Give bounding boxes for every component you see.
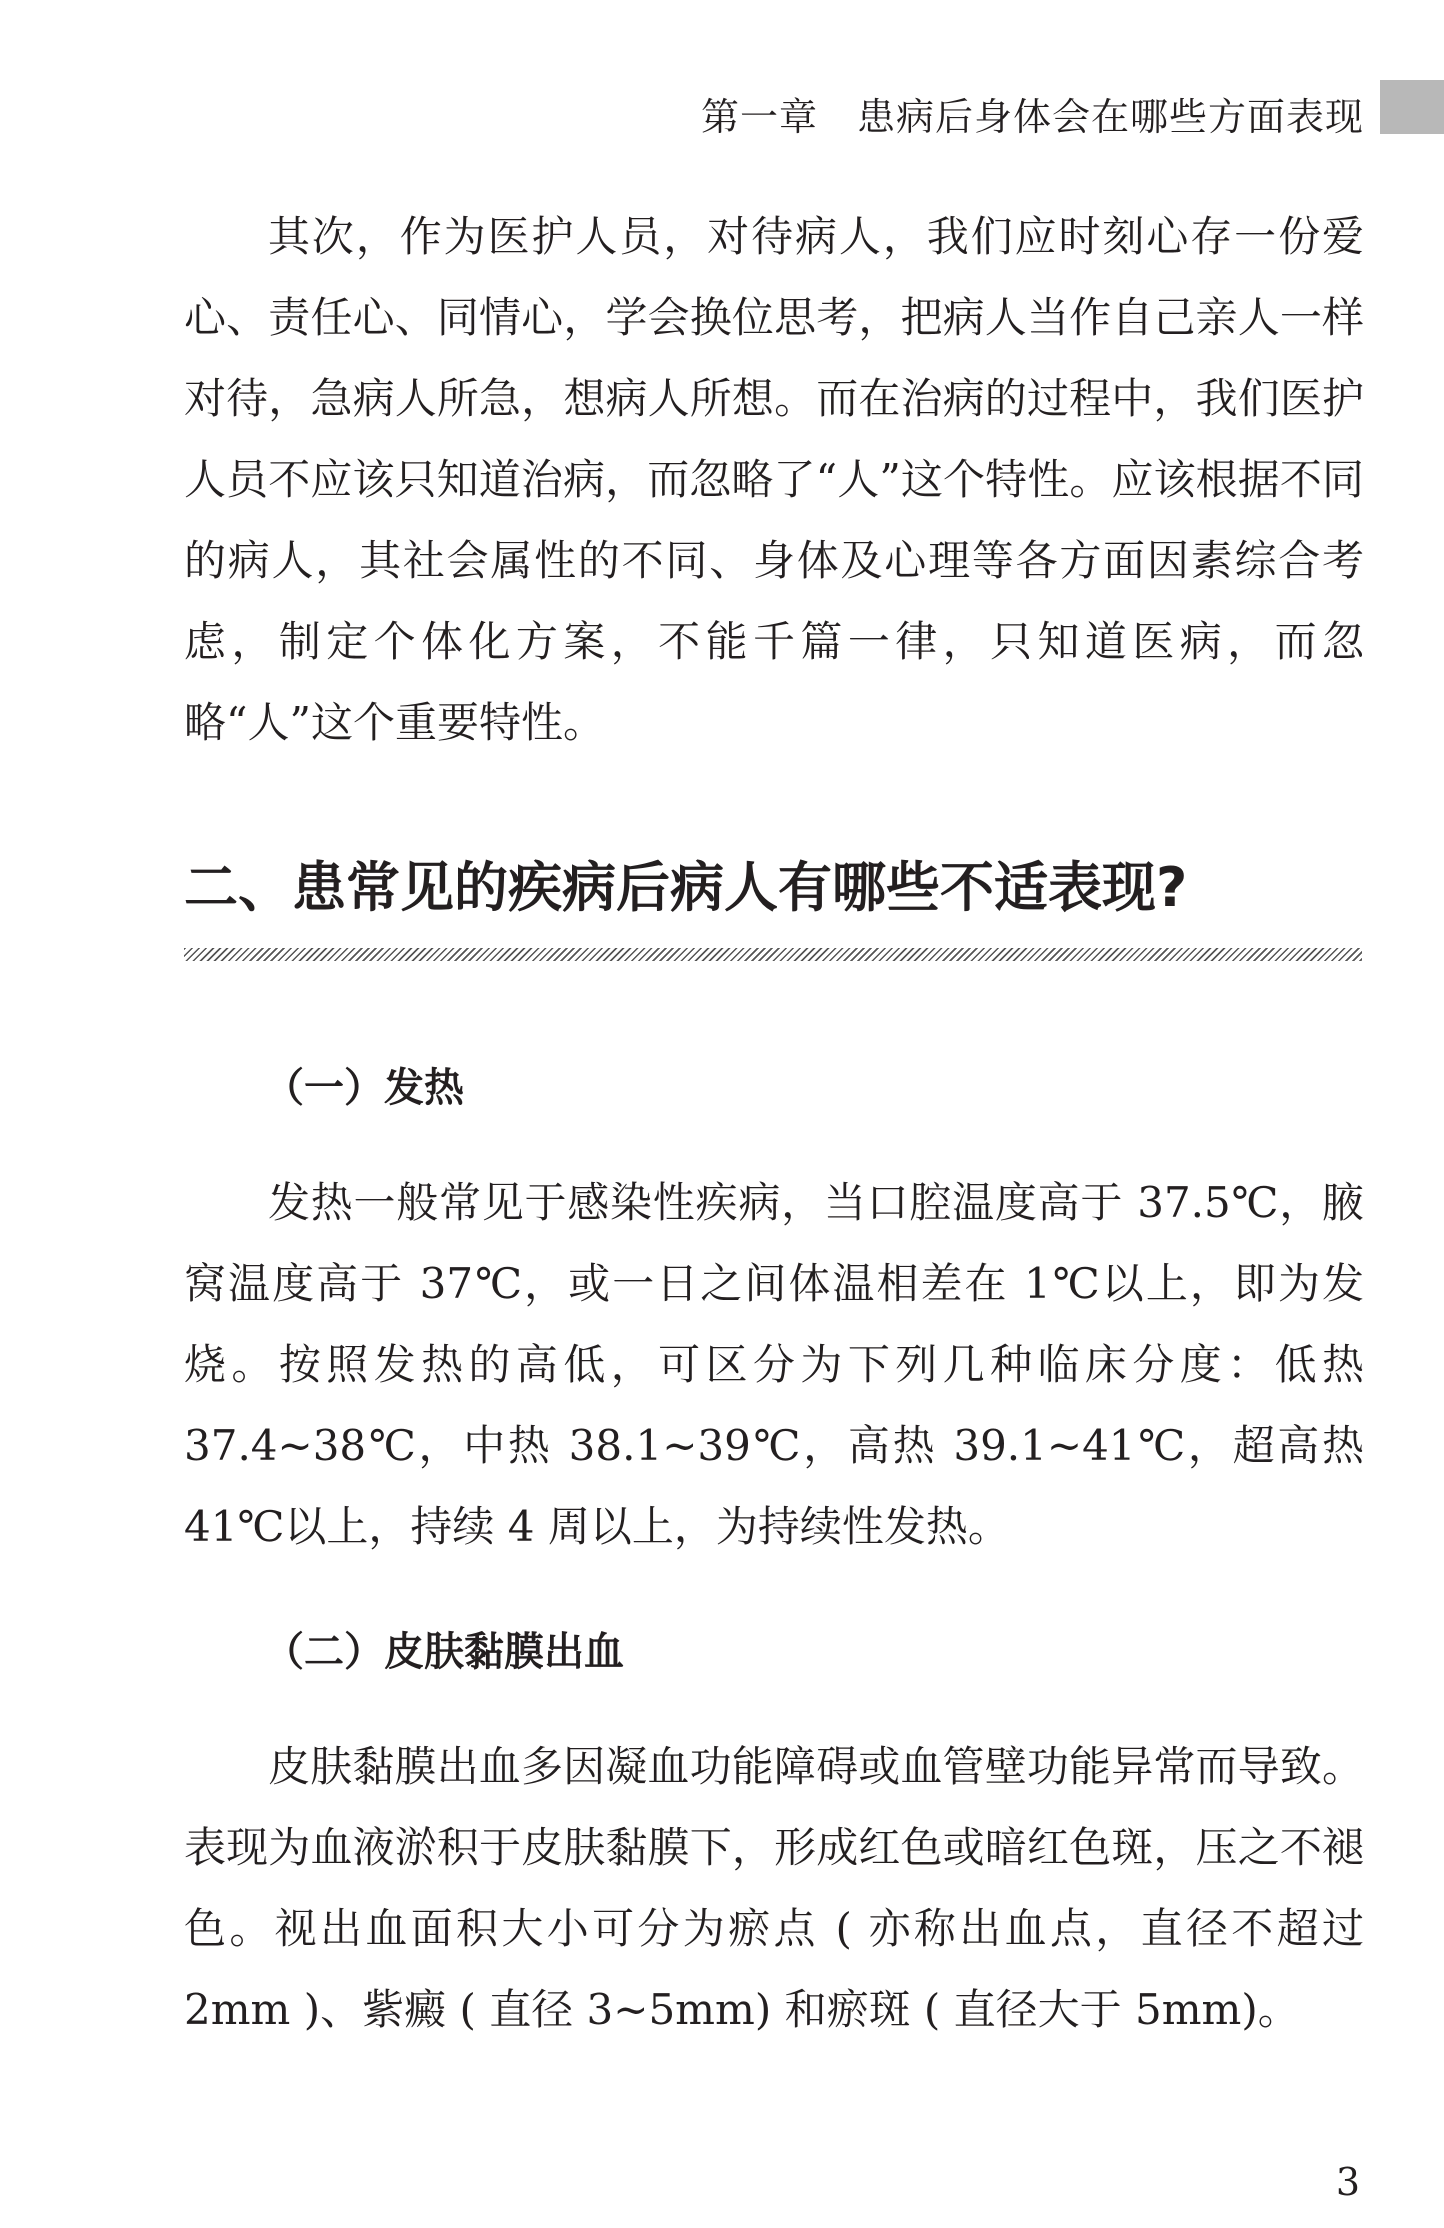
section-heading <box>184 850 1364 961</box>
subsection-bleeding <box>184 1622 1364 2050</box>
subsection-title: （一）发热 <box>264 1064 464 1111</box>
thumb-tab <box>1380 80 1444 134</box>
subsection-title: （二）皮肤黏膜出血 <box>264 1628 624 1675</box>
page-number: 3 <box>1335 2160 1360 2204</box>
running-header <box>0 68 1444 148</box>
subsection-fever <box>184 1058 1364 1567</box>
intro-section <box>184 196 1364 763</box>
chapter-title: 第一章 患病后身体会在哪些方面表现 <box>700 95 1364 139</box>
subsection-body: 皮肤黏膜出血多因凝血功能障碍或血管壁功能异常而导致。表现为血液淤积于皮肤黏膜下，形成红色或暗红色斑，压之不褪色。视出血面积大小可分为瘀点 ( 亦称出血点，直径不超过 2mm )、紫癜 ( 直径 3~5mm) 和瘀斑 ( 直径大于 5mm)。 <box>184 1742 1364 2034</box>
intro-paragraph: 其次，作为医护人员，对待病人，我们应时刻心存一份爱心、责任心、同情心，学会换位思考，把病人当作自己亲人一样对待，急病人所急，想病人所想。而在治病的过程中，我们医护人员不应该只知道治病，而忽略了“人”这个特性。应该根据不同的病人，其社会属性的不同、身体及心理等各方面因素综合考虑，制定个体化方案，不能千篇一律，只知道医病，而忽略“人”这个重要特性。 <box>184 212 1364 747</box>
subsection-body: 发热一般常见于感染性疾病，当口腔温度高于 37.5℃，腋窝温度高于 37℃，或一日之间体温相差在 1℃以上，即为发烧。按照发热的高低，可区分为下列几种临床分度：低热 37.4~38℃，中热 38.1~39℃，高热 39.1~41℃，超高热 41℃以上，持续 4 周以上，为持续性发热。 <box>184 1178 1364 1551</box>
hatched-divider <box>184 948 1362 961</box>
section-title: 二、患常见的疾病后病人有哪些不适表现? <box>184 856 1188 919</box>
